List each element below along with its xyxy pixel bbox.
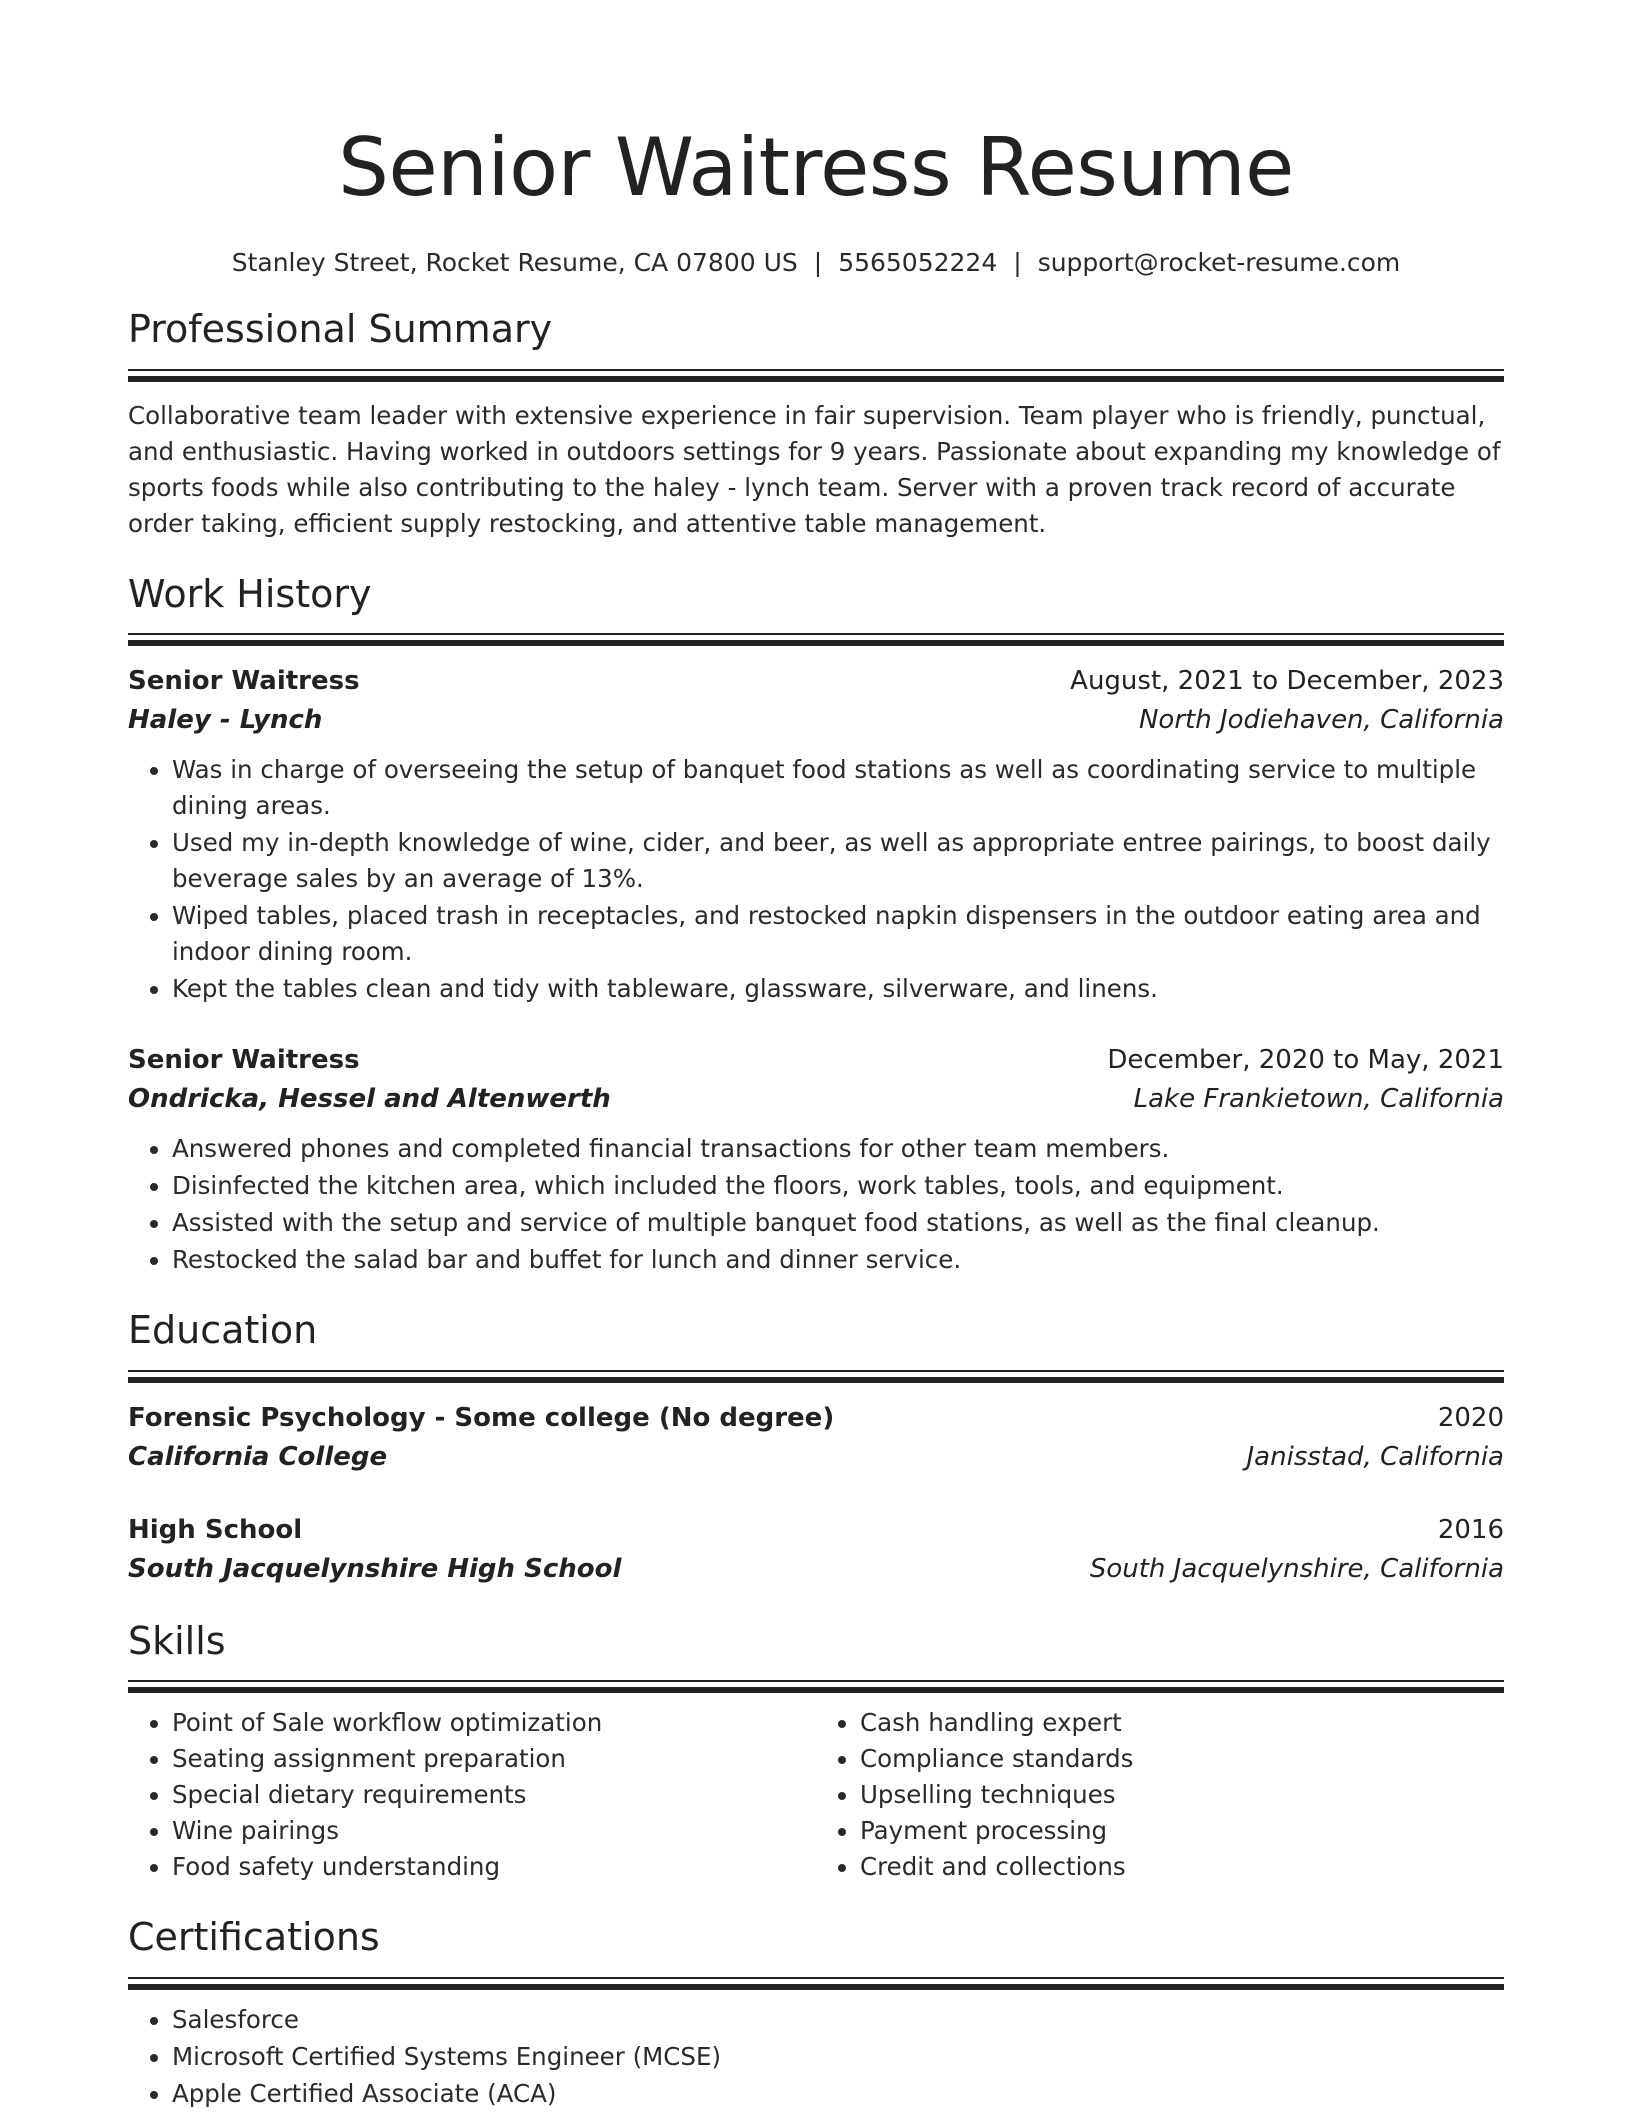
list-item: • Point of Sale workflow optimization [172, 1705, 816, 1741]
education-entry [128, 1399, 1504, 1477]
section-heading-certifications: Certifications [128, 1915, 380, 1960]
contact-separator: | [813, 248, 823, 277]
contact-separator: | [1013, 248, 1022, 277]
job-location: North Jodiehaven, California [1138, 705, 1504, 736]
education-year: 2016 [1437, 1514, 1504, 1545]
job-title: Senior Waitress [128, 1045, 360, 1076]
job-title: Senior Waitress [128, 666, 360, 697]
list-item: • Cash handling expert [860, 1705, 1504, 1741]
job-entry [128, 1041, 1504, 1278]
list-item: • Seating assignment preparation [172, 1741, 816, 1777]
education-entry [128, 1511, 1504, 1589]
certifications-section [128, 1915, 1504, 2112]
list-item: • Disinfected the kitchen area, which included the floors, work tables, tools, and equipment. [172, 1168, 1504, 1204]
list-item: • Food safety understanding [172, 1849, 816, 1885]
list-item: • Apple Certified Associate (ACA) [172, 2076, 1504, 2112]
list-item: • Credit and collections [860, 1849, 1504, 1885]
skills-list-left [128, 1705, 816, 1885]
list-item: • Used my in-depth knowledge of wine, cider, and beer, as well as appropriate entree pairings, to boost daily beverage sales by an average of 13%. [172, 825, 1504, 897]
school-name: California College [128, 1441, 388, 1472]
summary-text: Collaborative team leader with extensive experience in fair supervision. Team player who is friendly, punctual, and enthusiastic. Having worked in outdoors settings for 9 years. Passionate about expanding my knowledge of sports foods while also contributing to the haley - lynch team. Server with a proven track record of accurate order taking, efficient supply restocking, and attentive table management. [128, 400, 1501, 538]
list-item: • Microsoft Certified Systems Engineer (MCSE) [172, 2039, 1504, 2075]
list-item: • Salesforce [172, 2002, 1504, 2038]
work-history-section [128, 572, 1504, 1279]
school-name: South Jacquelynshire High School [128, 1553, 622, 1584]
job-dates: December, 2020 to May, 2021 [1107, 1045, 1504, 1076]
section-heading-summary: Professional Summary [128, 307, 553, 351]
contact-address: Stanley Street, Rocket Resume, CA 07800 US [231, 248, 798, 277]
list-item: • Assisted with the setup and service of multiple banquet food stations, as well as the final cleanup. [172, 1205, 1504, 1241]
page-title: Senior Waitress Resume [338, 121, 1294, 214]
degree-name: Forensic Psychology - Some college (No degree) [128, 1402, 835, 1433]
list-item: • Was in charge of overseeing the setup of banquet food stations as well as coordinating service to multiple dining areas. [172, 752, 1504, 824]
school-location: Janisstad, California [1246, 1441, 1504, 1472]
section-heading-skills: Skills [128, 1618, 226, 1663]
section-divider [128, 1680, 1504, 1693]
job-entry [128, 662, 1504, 1007]
summary-section [128, 307, 1504, 542]
job-bullets [128, 752, 1504, 1007]
certifications-list [128, 2002, 1504, 2112]
job-company: Haley - Lynch [128, 705, 323, 736]
list-item: • Compliance standards [860, 1741, 1504, 1777]
section-divider [128, 369, 1504, 382]
list-item: • Wine pairings [172, 1813, 816, 1849]
section-heading-work-history: Work History [128, 571, 372, 616]
job-bullets [128, 1131, 1504, 1278]
job-location: Lake Frankietown, California [1133, 1084, 1504, 1115]
degree-name: High School [128, 1514, 303, 1545]
job-dates: August, 2021 to December, 2023 [1070, 666, 1504, 697]
contact-email: support@rocket-resume.com [1037, 248, 1401, 277]
list-item: • Payment processing [860, 1813, 1504, 1849]
section-divider [128, 1370, 1504, 1383]
list-item: • Wiped tables, placed trash in receptacles, and restocked napkin dispensers in the outdoor eating area and indoor dining room. [172, 898, 1504, 970]
education-section [128, 1308, 1504, 1589]
job-company: Ondricka, Hessel and Altenwerth [128, 1084, 611, 1115]
skills-section [128, 1619, 1504, 1886]
list-item: • Special dietary requirements [172, 1777, 816, 1813]
school-location: South Jacquelynshire, California [1089, 1553, 1504, 1584]
skills-columns [128, 1705, 1504, 1885]
education-year: 2020 [1437, 1402, 1504, 1433]
section-divider [128, 1977, 1504, 1990]
list-item: • Restocked the salad bar and buffet for lunch and dinner service. [172, 1242, 1504, 1278]
contact-phone: 5565052224 [838, 248, 998, 277]
list-item: • Kept the tables clean and tidy with tableware, glassware, silverware, and linens. [172, 971, 1504, 1007]
skills-list-right [816, 1705, 1504, 1885]
section-heading-education: Education [128, 1308, 318, 1353]
section-divider [128, 633, 1504, 646]
list-item: • Upselling techniques [860, 1777, 1504, 1813]
list-item: • Answered phones and completed financial transactions for other team members. [172, 1131, 1504, 1167]
contact-line [128, 248, 1504, 277]
